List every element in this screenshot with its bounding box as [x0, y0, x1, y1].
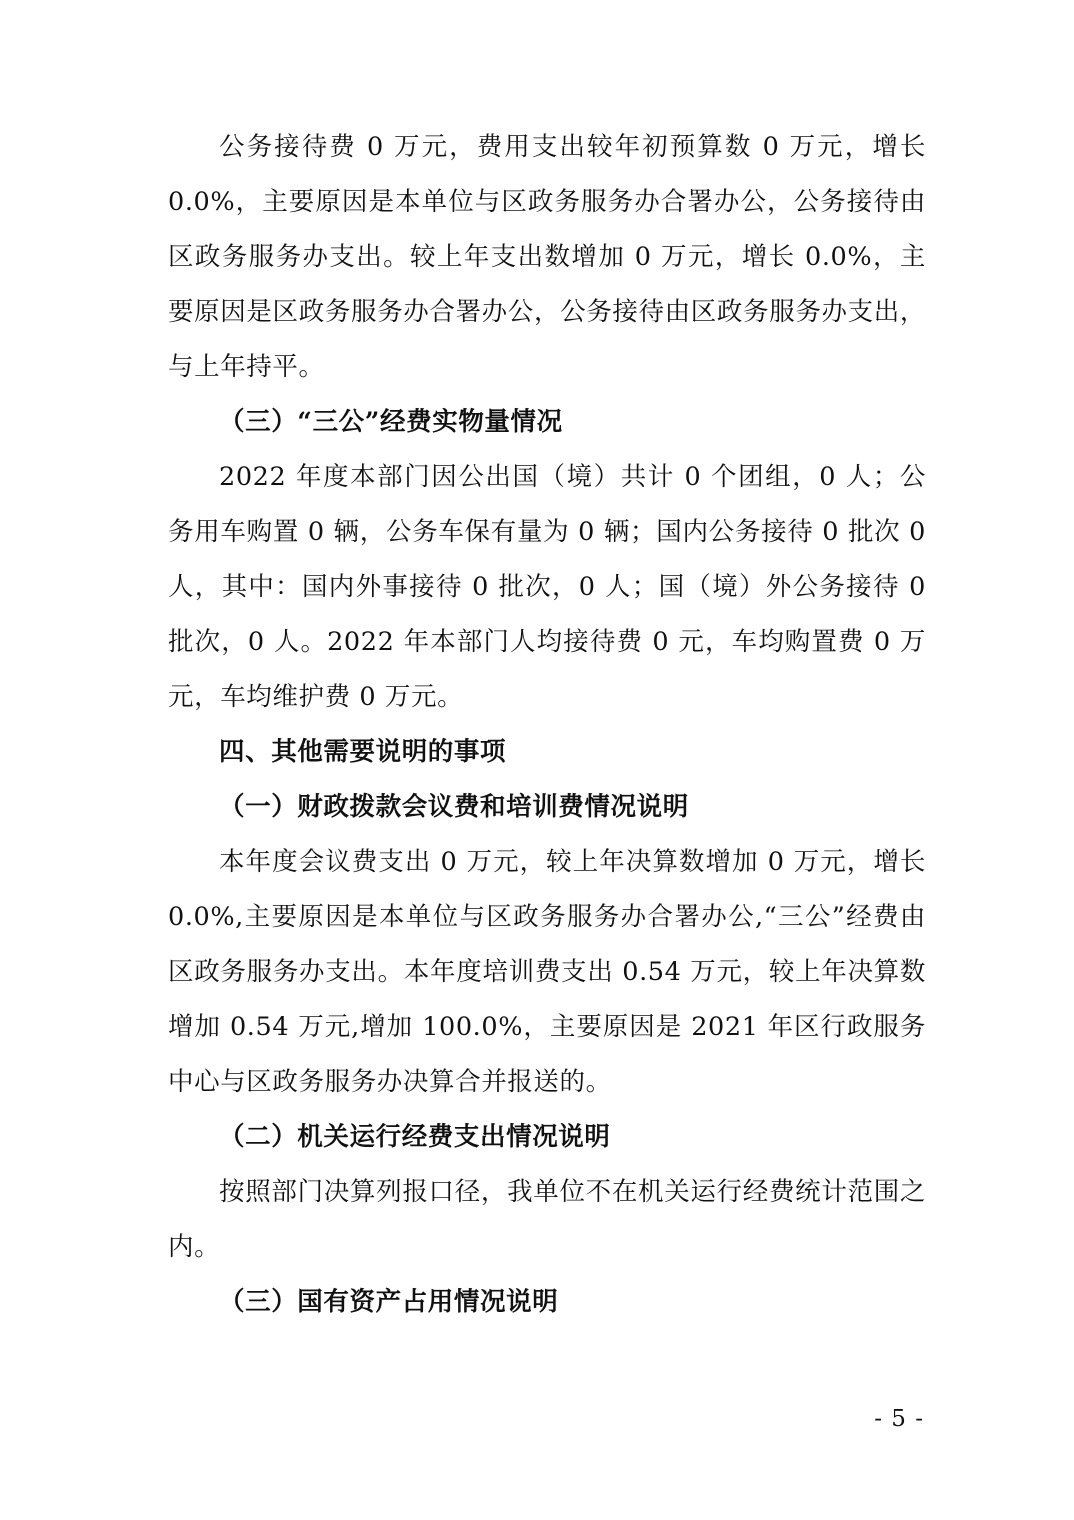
heading-meeting-training-fee: （一）财政拨款会议费和培训费情况说明 — [219, 792, 689, 822]
page-number: - 5 - — [874, 1406, 924, 1432]
paragraph-agency-operating-detail: 按照部门决算列报口径，我单位不在机关运行经费统计范围之内。 — [168, 1177, 926, 1262]
heading-three-public-physical-quantity: （三）“三公”经费实物量情况 — [219, 407, 563, 437]
heading-state-owned-assets: （三）国有资产占用情况说明 — [219, 1287, 559, 1317]
paragraph-physical-quantity-detail: 2022 年度本部门因公出国（境）共计 0 个团组，0 人；公务用车购置 0 辆，公务车保有量为 0 辆；国内公务接待 0 批次 0 人，其中：国内外事接待 0 批次，0 人；国（境）外公务接待 0 批次，0 人。2022 年本部门人均接待费 0 元，车均购置费 0 万元，车均维护费 0 万元。 — [168, 462, 926, 712]
heading-agency-operating-expense: （二）机关运行经费支出情况说明 — [219, 1122, 611, 1152]
paragraph-meeting-training-detail: 本年度会议费支出 0 万元，较上年决算数增加 0 万元，增长 0.0%,主要原因是本单位与区政务服务办合署办公,“三公”经费由区政务服务办支出。本年度培训费支出 0.54 万元，较上年决算数增加 0.54 万元,增加 100.0%，主要原因是 2021 年区行政服务中心与区政务服务办决算合并报送的。 — [168, 847, 926, 1097]
heading-other-matters: 四、其他需要说明的事项 — [219, 737, 507, 767]
paragraph-official-reception: 公务接待费 0 万元，费用支出较年初预算数 0 万元，增长 0.0%，主要原因是本单位与区政务服务办合署办公，公务接待由区政务服务办支出。较上年支出数增加 0 万元，增长 0.0%，主要原因是区政务服务办合署办公，公务接待由区政务服务办支出，与上年持平。 — [168, 132, 926, 382]
document-content — [168, 120, 926, 1330]
